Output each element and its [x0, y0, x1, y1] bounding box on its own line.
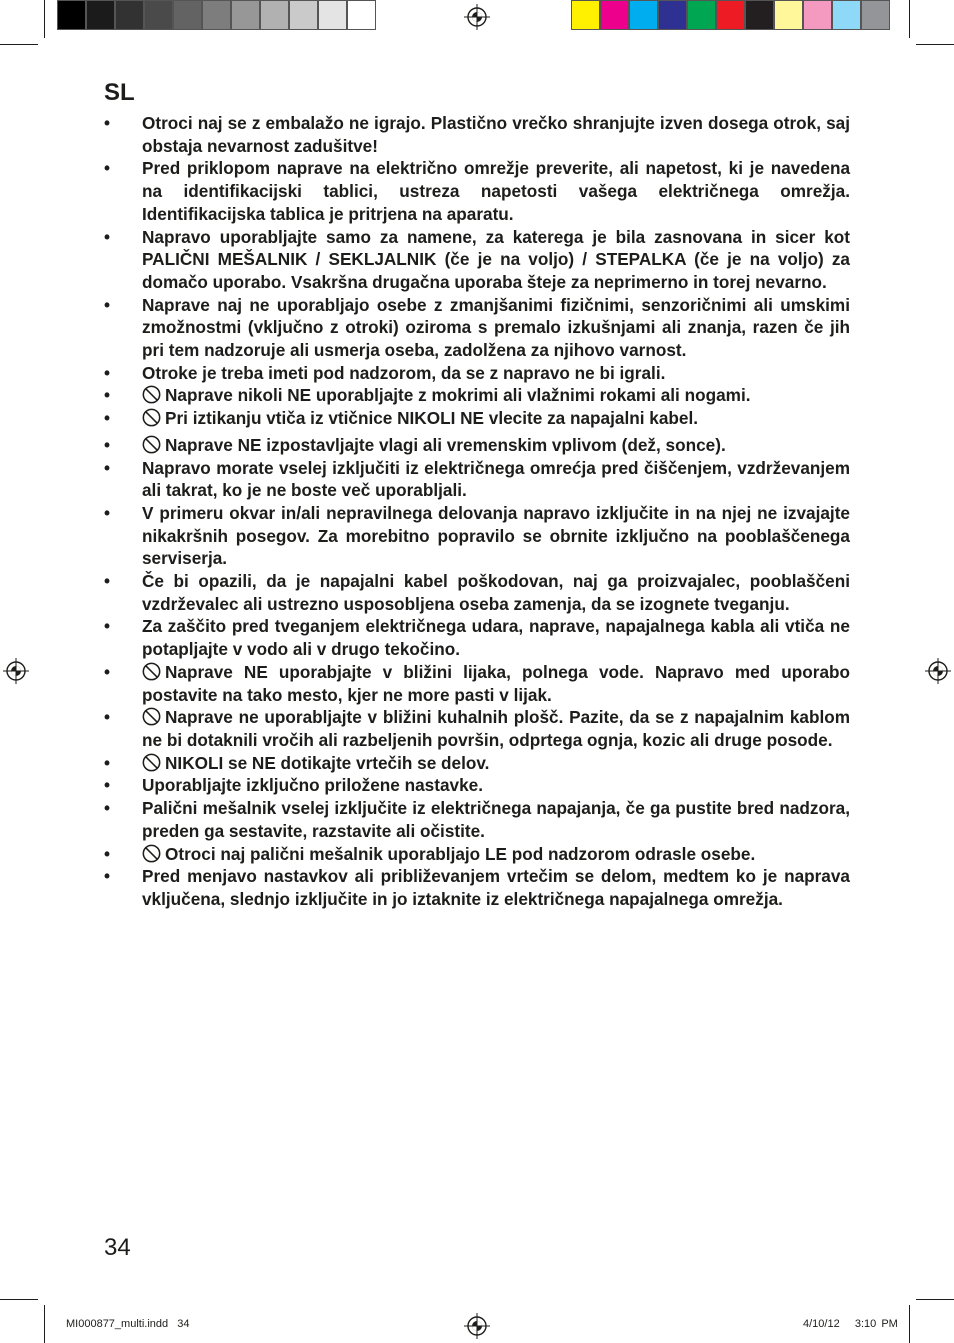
registration-mark-icon — [464, 4, 490, 30]
registration-mark-icon — [925, 658, 951, 684]
gray-swatch — [318, 0, 347, 30]
warning-text: V primeru okvar in/ali nepravilnega delovanja napravo izključite in na njej ne izvajajte nikakršnih posegov. Za morebitno popravilo se obrnite izključno na pooblaščenega serviserja. — [142, 502, 850, 569]
bullet: • — [104, 571, 111, 592]
crop-mark — [0, 1299, 38, 1300]
safety-warnings-list — [104, 112, 850, 911]
warning-text: Naprave ne uporabljajte v bližini kuhalnih plošč. Pazite, da se z napajalnim kablom ne bi dotaknili vročih ali razbeljenih površin, odprtega ognja, kozic ali druge posode. — [142, 707, 850, 750]
color-swatch — [832, 0, 861, 30]
warning-text: Naprave nikoli NE uporabljajte z mokrimi ali vlažnimi rokami ali nogami. — [165, 385, 751, 406]
bullet: • — [104, 362, 111, 383]
warning-item — [104, 502, 850, 570]
warning-item — [104, 706, 850, 751]
prohibited-icon — [142, 753, 161, 772]
bullet: • — [104, 226, 111, 247]
gray-swatch — [144, 0, 173, 30]
warning-item — [104, 865, 850, 910]
bullet: • — [104, 502, 111, 523]
bullet: • — [104, 408, 111, 429]
warning-item — [104, 407, 850, 430]
warning-item — [104, 362, 850, 385]
warning-text: Pred priklopom naprave na električno omrežje preverite, ali napetost, ki je navedena na identifikacijski tablici, ustreza napetosti vašega električnega omrežja. Identifikacijska tablica je pritrjena na aparatu. — [142, 158, 850, 224]
warning-item — [104, 774, 850, 797]
bullet: • — [104, 158, 111, 179]
warning-text: Otroke je treba imeti pod nadzorom, da se z napravo ne bi igrali. — [142, 362, 666, 383]
gray-swatch — [202, 0, 231, 30]
warning-item — [104, 294, 850, 362]
crop-mark — [916, 44, 954, 45]
warning-text: Naprave naj ne uporabljajo osebe z zmanjšanimi fizičnimi, senzoričnimi ali umskimi zmožnostmi (vključno z otroki) oziroma s premalo izkušnjami ali znanja, razen če jih pri tem nadzoruje ali usmerja oseba, zadolžena za njihovo varnost. — [142, 294, 850, 361]
crop-mark — [916, 1299, 954, 1300]
crop-mark — [44, 0, 45, 38]
bullet: • — [104, 616, 111, 637]
bullet: • — [104, 434, 111, 455]
warning-text: Napravo uporabljajte samo za namene, za katerega je bila zasnovana in sicer kot PALIČNI MEŠALNIK / SEKLJALNIK (če je na voljo) / STEPALKA (če je na voljo) za domačo uporabo. Vsakršna drugačna uporaba šteje za neprimerno in torej nevarno. — [142, 226, 850, 292]
warning-text: Naprave NE uporabjajte v bližini lijaka, polnega vode. Napravo med uporabo postavite na tako mesto, kjer ne more pasti v lijak. — [142, 661, 850, 705]
warning-item — [104, 457, 850, 502]
gray-swatch — [289, 0, 318, 30]
warning-text: Uporabljajte izključno priložene nastavke. — [142, 775, 483, 796]
bullet: • — [104, 294, 111, 315]
warning-item — [104, 570, 850, 615]
bullet: • — [104, 457, 111, 478]
page-number: 34 — [104, 1234, 131, 1261]
bullet: • — [104, 113, 111, 133]
warning-text: Naprave NE izpostavljajte vlagi ali vremenskim vplivom (dež, sonce). — [165, 434, 726, 455]
bullet: • — [104, 707, 111, 728]
gray-swatch — [115, 0, 144, 30]
warning-text: Otroci naj se z embalažo ne igrajo. Plastično vrečko shranjujte izven dosega otrok, saj obstaja nevarnost zadušitve! — [142, 113, 850, 156]
crop-mark — [909, 1305, 910, 1343]
registration-mark-icon — [464, 1313, 490, 1339]
bullet: • — [104, 661, 111, 682]
warning-item — [104, 752, 850, 775]
gray-swatch — [86, 0, 115, 30]
bullet: • — [104, 385, 111, 406]
color-swatch — [716, 0, 745, 30]
crop-mark — [0, 44, 38, 45]
prohibited-icon — [142, 385, 161, 404]
color-swatch — [600, 0, 629, 30]
color-swatch — [803, 0, 832, 30]
color-swatch — [629, 0, 658, 30]
warning-item — [104, 615, 850, 660]
print-slug-date: 4/10/12 3:10 PM — [803, 1318, 898, 1330]
registration-mark-icon — [3, 658, 29, 684]
warning-text: Otroci naj palični mešalnik uporabljajo LE pod nadzorom odrasle osebe. — [165, 843, 756, 864]
warning-item — [104, 384, 850, 407]
color-swatch — [658, 0, 687, 30]
prohibited-icon — [142, 662, 161, 681]
print-slug-file: MI000877_multi.indd 34 — [66, 1318, 190, 1330]
warning-item — [104, 226, 850, 294]
prohibited-icon — [142, 707, 161, 726]
prohibited-icon — [142, 844, 161, 863]
warning-item — [104, 434, 850, 457]
warning-text: Za zaščito pred tveganjem električnega udara, naprave, napajalnega kabla ali vtiča ne potapljajte v vodo ali v drugo tekočino. — [142, 616, 850, 660]
color-swatch — [745, 0, 774, 30]
gray-swatch — [57, 0, 86, 30]
warning-text: Napravo morate vselej izključiti iz električnega omrećja pred čiščenjem, vzdrževanjem ali takrat, ko je ne boste več uporabljali. — [142, 457, 850, 501]
color-swatch — [687, 0, 716, 30]
gray-swatch — [347, 0, 376, 30]
warning-item — [104, 797, 850, 842]
warning-text: Pred menjavo nastavkov ali približevanjem vrtečim se delom, medtem ko je naprava vključena, slednjo izključite in jo iztaknite iz električnega napajalnega omrežja. — [142, 866, 850, 909]
warning-item — [104, 843, 850, 866]
color-swatch — [861, 0, 890, 30]
crop-mark — [44, 1305, 45, 1343]
warning-item — [104, 112, 850, 157]
language-heading: SL — [104, 79, 135, 106]
warning-text: NIKOLI se NE dotikajte vrtečih se delov. — [165, 752, 490, 773]
bullet: • — [104, 775, 111, 796]
bullet: • — [104, 752, 111, 773]
gray-swatch — [260, 0, 289, 30]
crop-mark — [909, 0, 910, 38]
bullet: • — [104, 843, 111, 864]
warning-text: Pri iztikanju vtiča iz vtičnice NIKOLI NE vlecite za napajalni kabel. — [165, 408, 698, 429]
prohibited-icon — [142, 408, 161, 427]
color-swatch — [571, 0, 600, 30]
warning-item — [104, 157, 850, 225]
grayscale-color-bar — [57, 0, 376, 32]
process-color-bar — [571, 0, 890, 32]
gray-swatch — [231, 0, 260, 30]
warning-text: Če bi opazili, da je napajalni kabel poškodovan, naj ga proizvajalec, pooblaščeni vzdrževalec ali ustrezno usposobljena oseba zamenja, da se izognete tveganju. — [142, 571, 850, 614]
bullet: • — [104, 866, 111, 887]
gray-swatch — [173, 0, 202, 30]
warning-text: Palični mešalnik vselej izključite iz električnega napajanja, če ga pustite bred nadzora, preden ga sestavite, razstavite ali očistite. — [142, 798, 850, 841]
bullet: • — [104, 798, 111, 819]
color-swatch — [774, 0, 803, 30]
warning-item — [104, 661, 850, 706]
prohibited-icon — [142, 435, 161, 454]
